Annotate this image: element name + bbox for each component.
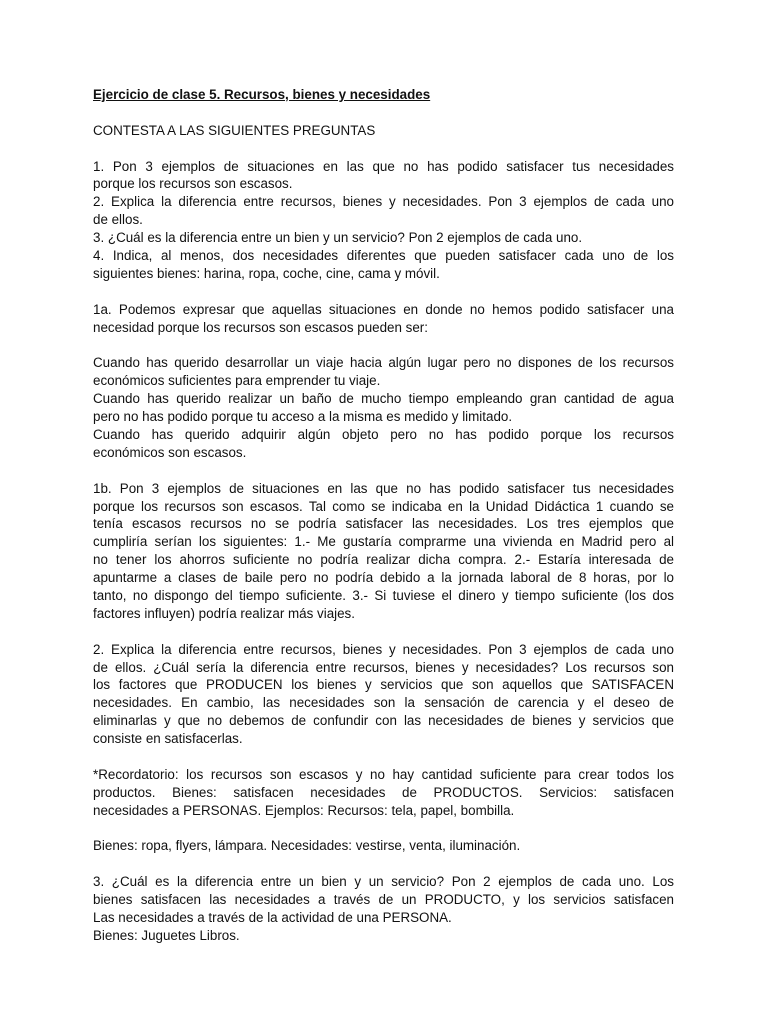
answer-1a-intro-line: necesidad porque los recursos son escasos pueden ser: <box>93 319 428 335</box>
answer-2 <box>93 641 674 748</box>
answer-2-line: consiste en satisfacerlas. <box>93 731 243 747</box>
answer-1a-intro-line: 1a. Podemos expresar que aquellas situaciones en donde no hemos podido satisfacer una <box>93 301 674 317</box>
answer-3-line: Bienes: Juguetes Libros. <box>93 927 240 943</box>
answer-1b-line: apuntarme a clases de baile pero no podría debido a la jornada laboral de 8 horas, por lo <box>93 570 674 586</box>
answer-1a-example-3-line-2: económicos son escasos. <box>93 444 247 460</box>
reminder-line: productos. Bienes: satisfacen necesidades de PRODUCTOS. Servicios: satisfacen <box>93 784 674 800</box>
answer-2-line: 2. Explica la diferencia entre recursos, bienes y necesidades. Pon 3 ejemplos de cada uno <box>93 641 674 657</box>
answer-1b <box>93 480 674 623</box>
answer-2-line: necesidades. En cambio, las necesidades son la sensación de carencia y el deseo de <box>93 695 674 711</box>
answer-1b-line: tanto, no dispongo del tiempo suficiente. 3.- Si tuviese el dinero y tiempo suficiente (los dos <box>93 587 674 603</box>
examples-note <box>93 837 674 855</box>
answer-1b-line: factores influyen) podría realizar más viajes. <box>93 605 355 621</box>
question-4-line-2: siguientes bienes: harina, ropa, coche, cine, cama y móvil. <box>93 265 440 281</box>
answer-2-line: eliminarlas y que no debemos de confundir con las necesidades de bienes y servicios que <box>93 713 674 729</box>
answer-1a-example-1-line-1: Cuando has querido desarrollar un viaje hacia algún lugar pero no dispones de los recursos <box>93 355 674 371</box>
answer-2-line: los factores que PRODUCEN los bienes y servicios que son aquellos que SATISFACEN <box>93 677 674 693</box>
answer-1a-example-1-line-2: económicos suficientes para emprender tu viaje. <box>93 373 381 389</box>
answer-1b-line: tenía escasos recursos no se podría satisfacer las necesidades. Los tres ejemplos que <box>93 516 674 532</box>
answer-3 <box>93 873 674 945</box>
instructions-heading: CONTESTA A LAS SIGUIENTES PREGUNTAS <box>93 122 376 138</box>
answer-1b-line: 1b. Pon 3 ejemplos de situaciones en las que no has podido satisfacer tus necesidades <box>93 480 674 496</box>
reminder-note <box>93 766 674 820</box>
question-1-line-2: porque los recursos son escasos. <box>93 176 293 192</box>
question-3-line-1: 3. ¿Cuál es la diferencia entre un bien y un servicio? Pon 2 ejemplos de cada uno. <box>93 230 583 246</box>
question-2-line-1: 2. Explica la diferencia entre recursos, bienes y necesidades. Pon 3 ejemplos de cada uno <box>93 194 674 210</box>
answer-3-line: Las necesidades a través de la actividad de una PERSONA. <box>93 910 452 925</box>
answer-3-line: 3. ¿Cuál es la diferencia entre un bien y un servicio? Pon 2 ejemplos de cada uno. Los <box>93 874 674 890</box>
question-1-line-1: 1. Pon 3 ejemplos de situaciones en las que no has podido satisfacer tus necesidades <box>93 158 674 174</box>
questions-list <box>93 158 674 283</box>
answer-2-line: de ellos. ¿Cuál sería la diferencia entre recursos, bienes y necesidades? Los recursos son <box>93 659 674 675</box>
document-title: Ejercicio de clase 5. Recursos, bienes y necesidades <box>93 87 431 102</box>
answer-1a-example-2-line-1: Cuando has querido realizar un baño de mucho tiempo empleando gran cantidad de agua <box>93 391 674 407</box>
answer-1b-line: cumpliría serían los siguientes: 1.- Me gustaría comprarme una vivienda en Madrid pero al <box>93 534 674 550</box>
reminder-line: necesidades a PERSONAS. Ejemplos: Recursos: tela, papel, bombilla. <box>93 802 515 818</box>
reminder-line: *Recordatorio: los recursos son escasos y no hay cantidad suficiente para crear todos los <box>93 766 674 782</box>
answer-1a-intro <box>93 301 674 337</box>
answer-1b-line: porque los recursos son escasos. Tal como se indicaba en la Unidad Didáctica 1 cuando se <box>93 498 674 514</box>
question-2-line-2: de ellos. <box>93 212 143 228</box>
question-4-line-1: 4. Indica, al menos, dos necesidades diferentes que pueden satisfacer cada uno de los <box>93 248 674 264</box>
answer-3-line: bienes satisfacen las necesidades a través de un PRODUCTO, y los servicios satisfacen <box>93 892 674 908</box>
document-page <box>93 86 674 945</box>
answer-1a-example-2-line-2: pero no has podido porque tu acceso a la misma es medido y limitado. <box>93 409 513 425</box>
examples-line: Bienes: ropa, flyers, lámpara. Necesidades: vestirse, venta, iluminación. <box>93 838 521 854</box>
answer-1b-line: no tener los ahorros suficiente no podría realizar dicha compra. 2.- Estaría interesada de <box>93 552 674 568</box>
answer-1a-examples <box>93 354 674 461</box>
answer-1a-example-3-line-1: Cuando has querido adquirir algún objeto pero no has podido porque los recursos <box>93 426 674 442</box>
